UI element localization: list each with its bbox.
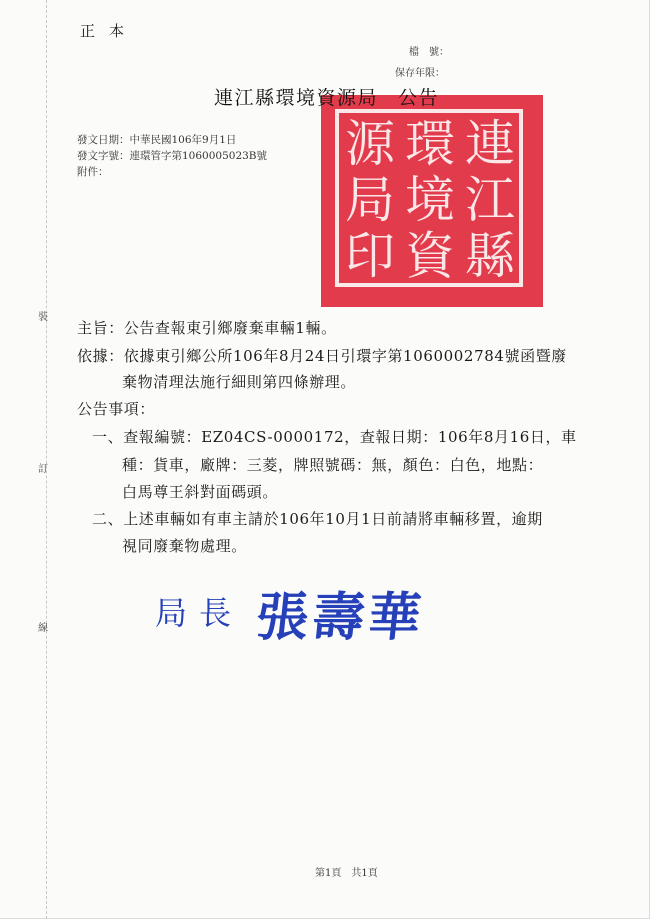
seal-char: 環 [405,115,455,173]
subject-line: 主旨：公告查報東引鄉廢棄車輛1輛。 [77,319,337,337]
seal-char: 印 [345,227,395,285]
issue-number: 發文字號：連環管字第1060005023B號 [77,150,268,162]
seal-char: 源 [345,115,395,173]
seal-char: 縣 [465,227,515,285]
agency-name: 連江縣環境資源局 [214,87,379,109]
item-two-line: 視同廢棄物處理。 [122,537,247,555]
items-heading: 公告事項： [77,400,156,418]
seal-char: 江 [465,171,515,229]
seal-char: 連 [465,115,515,173]
item-one-line: 白馬尊王斜對面碼頭。 [122,483,279,501]
item-two-line: 二、上述車輛如有車主請於106年10月1日前請將車輛移置，逾期 [92,510,543,528]
seal-char: 資 [405,227,455,285]
signature-title: 局長 [155,594,244,632]
official-seal [321,95,543,307]
basis-line: 棄物清理法施行細則第四條辦理。 [122,373,357,391]
binding-char-ding: 訂 [38,464,48,475]
page-title [214,83,439,110]
seal-frame [335,109,523,287]
copy-mark: 正本 [80,22,139,40]
doc-type: 公告 [398,87,440,109]
retention-label: 保存年限： [395,68,445,79]
file-number-label: 檔 號： [409,47,449,58]
director-signature: 張壽華 [253,587,428,648]
page-footer: 第1頁 共1頁 [315,868,378,879]
item-one-line: 種：貨車，廠牌：三菱，牌照號碼：無，顏色：白色，地點： [122,456,544,474]
binding-char-xian: 線 [38,623,48,634]
basis-line: 依據：依據東引鄉公所106年8月24日引環字第1060002784號函暨廢 [77,347,567,365]
seal-char: 局 [345,171,395,229]
binding-char-zhuang: 裝 [38,312,48,323]
issue-date: 發文日期：中華民國106年9月1日 [77,134,237,146]
item-one-line: 一、查報編號：EZ04CS-0000172，查報日期：106年8月16日，車 [92,428,577,446]
seal-char: 境 [405,171,455,229]
attachment-field: 附件： [77,166,109,178]
